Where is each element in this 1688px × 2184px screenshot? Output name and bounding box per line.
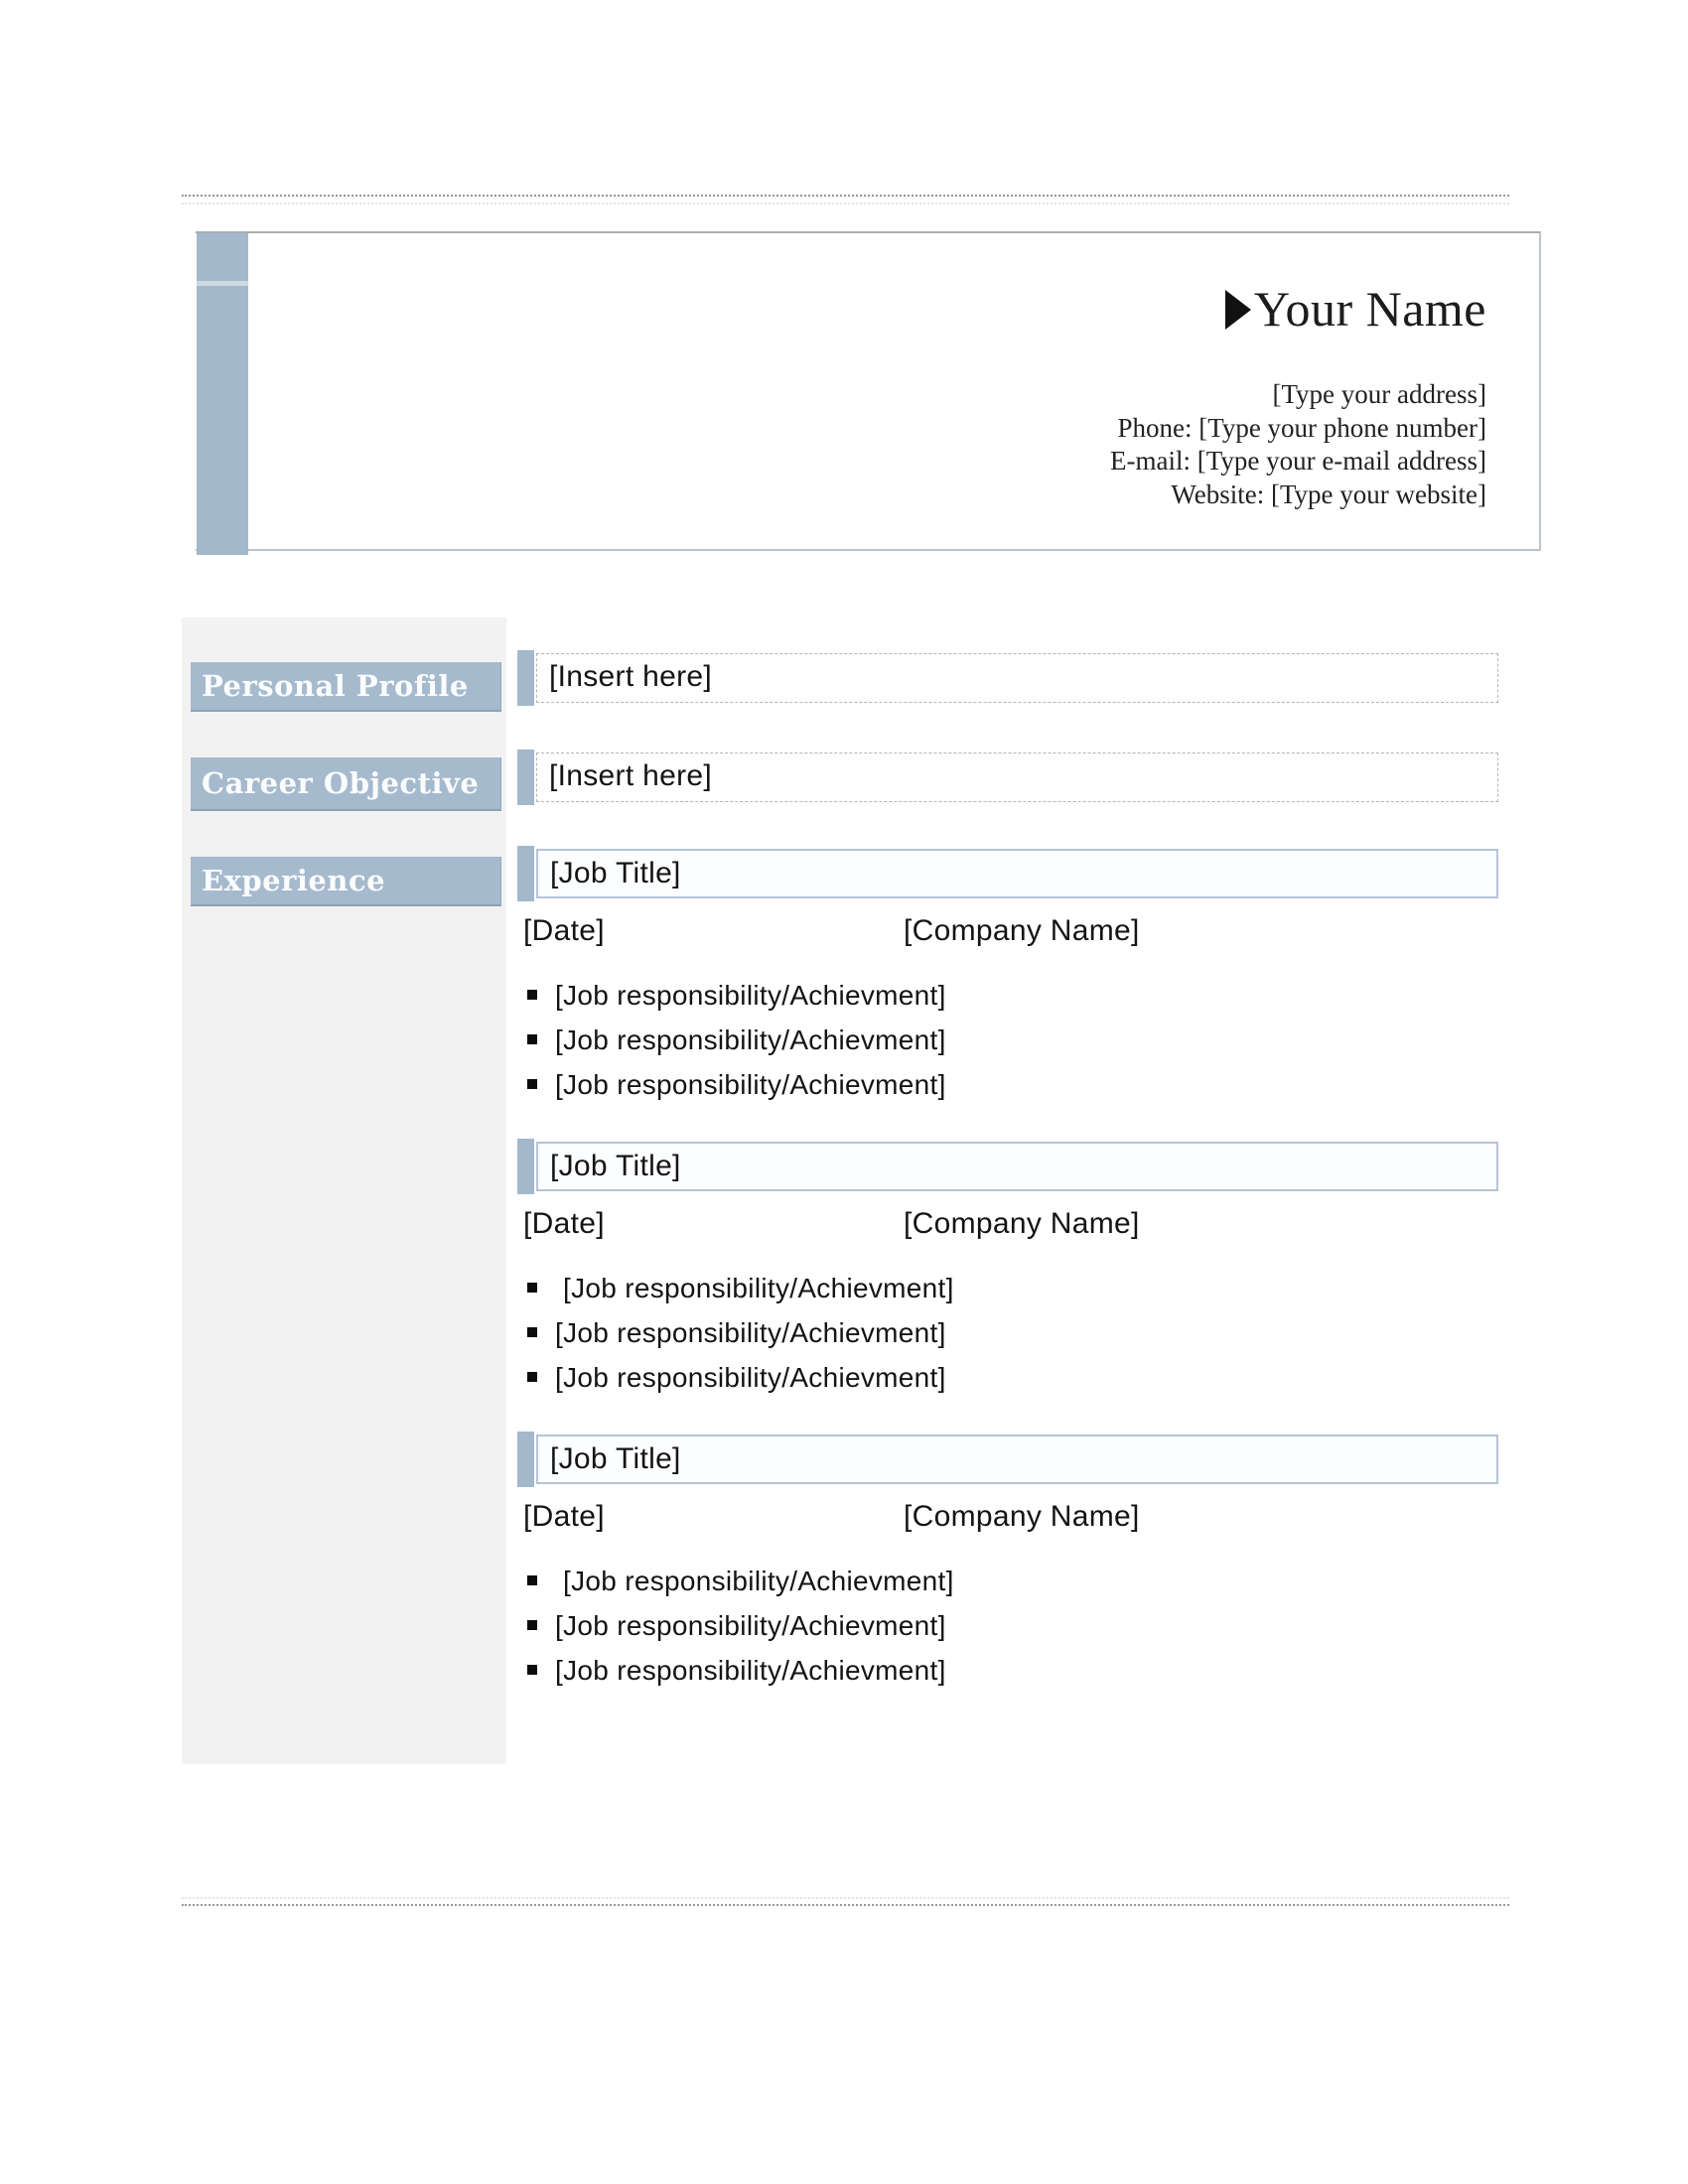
personal-profile-box-accent [517, 650, 534, 706]
bullet-item [527, 1559, 1500, 1603]
bullet-square-icon [527, 1034, 537, 1044]
bullet-item [527, 1266, 1500, 1310]
bullet-item [527, 973, 1500, 1018]
sidebar-heading-experience: Experience [191, 857, 501, 906]
job-title-input-box[interactable]: [Job Title] [536, 849, 1498, 898]
page-top-dotted-line-faint [182, 203, 1509, 205]
contact-block [596, 378, 1486, 511]
sidebar-heading-personal-profile: Personal Profile [191, 662, 501, 712]
bullet-item [527, 1355, 1500, 1400]
job-meta-row [523, 911, 1498, 951]
bullet-square-icon [527, 1575, 537, 1585]
name-heading [596, 280, 1486, 338]
job-meta-row [523, 1497, 1498, 1537]
bullet-text[interactable]: [Job responsibility/Achievment] [555, 1069, 946, 1100]
bullet-text[interactable]: [Job responsibility/Achievment] [555, 980, 946, 1011]
bullet-square-icon [527, 990, 537, 1000]
bullet-square-icon [527, 1620, 537, 1630]
bullet-text[interactable]: [Job responsibility/Achievment] [563, 1273, 954, 1303]
job-meta-row [523, 1204, 1498, 1244]
email-field[interactable]: E-mail: [Type your e-mail address] [1110, 446, 1486, 476]
bullet-text[interactable]: [Job responsibility/Achievment] [555, 1610, 946, 1641]
date-field[interactable]: [Date] [523, 1500, 605, 1533]
bullet-text[interactable]: [Job responsibility/Achievment] [555, 1362, 946, 1393]
company-name-field[interactable]: [Company Name] [904, 1207, 1140, 1240]
bullet-square-icon [527, 1283, 537, 1293]
bullet-item [527, 1062, 1500, 1107]
header-accent-segment-divider [197, 281, 248, 286]
name-pointer-icon [1225, 290, 1251, 330]
job-title-box-accent [517, 846, 534, 901]
bullet-item [527, 1018, 1500, 1062]
company-name-field[interactable]: [Company Name] [904, 914, 1140, 947]
bullet-square-icon [527, 1327, 537, 1337]
website-field[interactable]: Website: [Type your website] [1171, 478, 1486, 509]
phone-field[interactable]: Phone: [Type your phone number] [1117, 412, 1486, 443]
date-field[interactable]: [Date] [523, 914, 605, 947]
job-title-input-box[interactable]: [Job Title] [536, 1142, 1498, 1191]
bullet-item [527, 1648, 1500, 1693]
job-title-box-accent [517, 1432, 534, 1487]
bullet-text[interactable]: [Job responsibility/Achievment] [555, 1024, 946, 1055]
job-title-box-accent [517, 1139, 534, 1194]
date-field[interactable]: [Date] [523, 1207, 605, 1240]
bullet-item [527, 1310, 1500, 1355]
bullet-square-icon [527, 1372, 537, 1382]
career-objective-input-box[interactable]: [Insert here] [536, 752, 1498, 802]
job-bullet-list [527, 1266, 1500, 1400]
page-bottom-dotted-line-faint [182, 1897, 1509, 1899]
bullet-item [527, 1603, 1500, 1648]
bullet-text[interactable]: [Job responsibility/Achievment] [555, 1655, 946, 1686]
personal-profile-input-box[interactable]: [Insert here] [536, 653, 1498, 703]
bullet-square-icon [527, 1665, 537, 1675]
job-bullet-list [527, 1559, 1500, 1693]
company-name-field[interactable]: [Company Name] [904, 1500, 1140, 1533]
job-title-input-box[interactable]: [Job Title] [536, 1434, 1498, 1484]
address-field[interactable]: [Type your address] [1272, 379, 1486, 409]
career-objective-box-accent [517, 750, 534, 805]
name-text[interactable]: Your Name [1253, 281, 1486, 337]
page-bottom-dotted-line [182, 1904, 1509, 1906]
bullet-square-icon [527, 1079, 537, 1089]
page-top-dotted-line [182, 195, 1509, 197]
job-bullet-list [527, 973, 1500, 1107]
bullet-text[interactable]: [Job responsibility/Achievment] [555, 1317, 946, 1348]
sidebar-heading-career-objective: Career Objective [191, 757, 501, 811]
bullet-text[interactable]: [Job responsibility/Achievment] [563, 1566, 954, 1596]
header-accent-bar [197, 233, 248, 555]
